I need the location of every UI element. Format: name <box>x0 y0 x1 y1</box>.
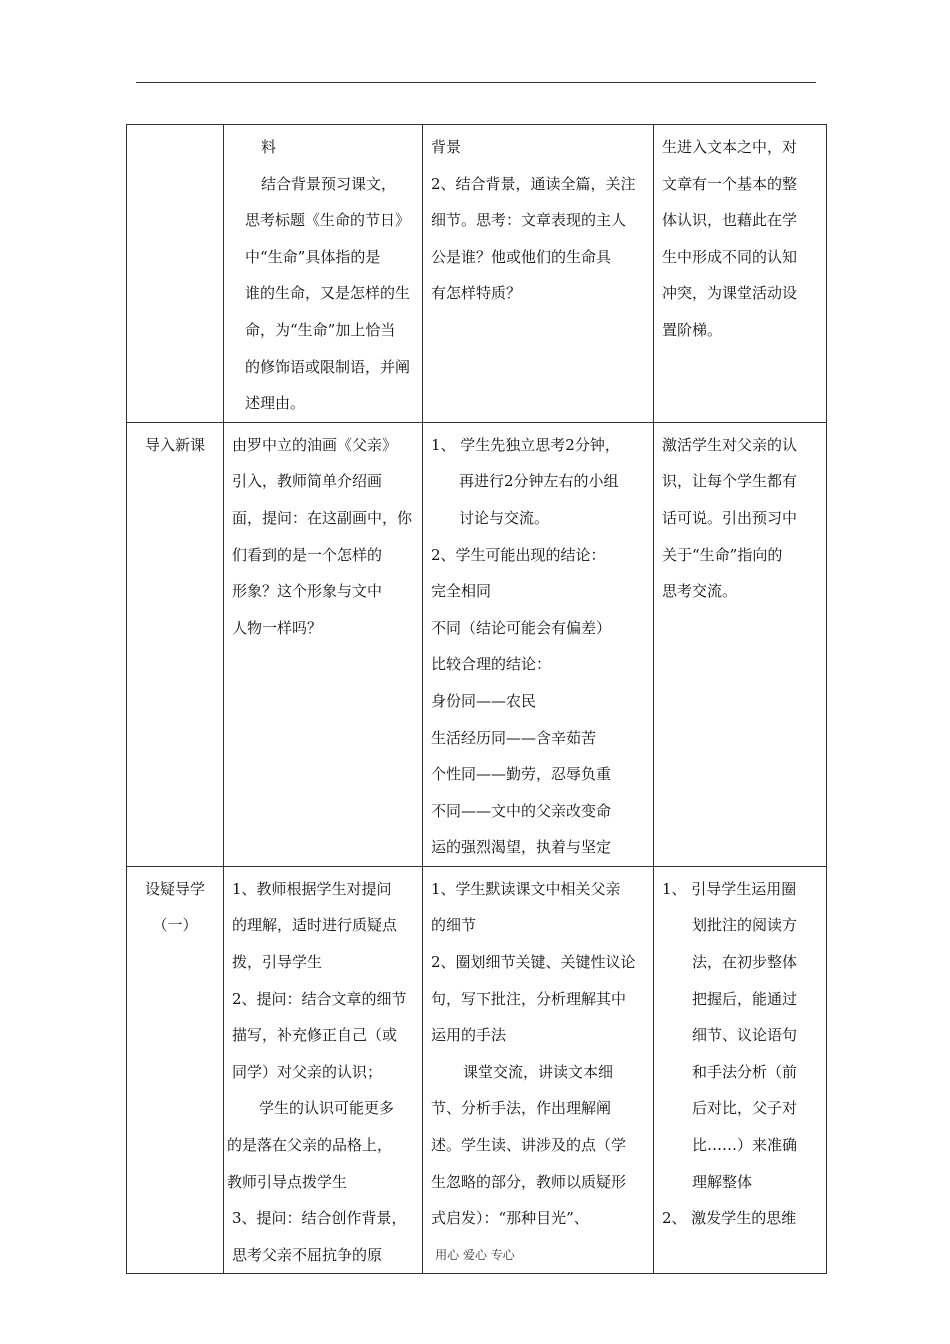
text-line: 料 <box>261 138 277 156</box>
text-line: 形象？这个形象与文中 <box>232 582 383 601</box>
text-line: 划批注的阅读方 <box>692 916 798 935</box>
page-footer: 用心 爱心 专心 <box>435 1248 515 1262</box>
text-line: 思考标题《生命的节日》 <box>245 211 411 230</box>
text-line: 理解整体 <box>692 1172 753 1191</box>
text-line: 公是谁？他或他们的生命具 <box>431 247 612 266</box>
design-intent-cell <box>654 125 827 423</box>
text-line: 1、教师根据学生对提问 <box>232 879 392 898</box>
design-intent-cell <box>654 866 827 1274</box>
text-line: 再进行2分钟左右的小组 <box>459 472 619 491</box>
text-line: 人物一样吗？ <box>232 618 323 637</box>
text-line: 生活经历同——含辛茹苦 <box>431 728 597 747</box>
text-line: 后对比，父子对 <box>692 1099 798 1118</box>
text-line: 1、学生默读课文中相关父亲 <box>431 879 621 898</box>
text-line: 个性同——勤劳，忍辱负重 <box>431 765 612 784</box>
text-line: 谁的生命，又是怎样的生 <box>245 284 411 303</box>
text-line: 们看到的是一个怎样的 <box>232 545 383 564</box>
text-line: 述理由。 <box>245 394 306 413</box>
student-activity-cell <box>423 422 654 866</box>
stage-label: 导入新课 <box>144 435 205 454</box>
stage-label: 设疑导学 <box>144 879 205 898</box>
text-line: 细节、议论语句 <box>692 1026 798 1045</box>
text-line: 2、圈划细节关键、关键性议论 <box>431 953 636 972</box>
stage-label: （一） <box>152 916 198 935</box>
text-line: 和手法分析（前 <box>692 1062 798 1081</box>
table-row <box>127 866 827 1274</box>
text-line: 命，为“生命”加上恰当 <box>245 320 396 339</box>
student-activity-cell <box>423 866 654 1274</box>
text-line: 课堂交流，讲读文本细 <box>463 1062 614 1081</box>
text-line: 1、 学生先独立思考2分钟， <box>431 435 620 454</box>
text-line: 句，写下批注，分析理解其中 <box>431 989 627 1008</box>
text-line: 学生的认识可能更多 <box>259 1099 395 1118</box>
text-line: 运用的手法 <box>431 1026 507 1045</box>
text-line: 文章有一个基本的整 <box>662 174 798 193</box>
stage-cell <box>127 422 224 866</box>
teacher-activity-cell <box>224 422 423 866</box>
text-line: 体认识，也藉此在学 <box>662 211 798 230</box>
table-row <box>127 125 827 423</box>
text-line: 拨，引导学生 <box>232 953 323 972</box>
text-line: 同学）对父亲的认识； <box>232 1062 383 1081</box>
text-line: 讨论与交流。 <box>459 508 550 527</box>
text-line: 生中形成不同的认知 <box>662 247 798 266</box>
text-line: 识，让每个学生都有 <box>662 472 798 491</box>
text-line: 结合背景预习课文， <box>261 174 397 193</box>
text-line: 2、提问：结合文章的细节 <box>232 989 407 1008</box>
teacher-activity-cell <box>224 125 423 423</box>
text-line: 的理解，适时进行质疑点 <box>232 916 398 935</box>
text-line: 思考交流。 <box>662 582 738 601</box>
text-line: 的细节 <box>431 916 477 935</box>
text-line: 式启发）：“那种目光”、 <box>431 1209 589 1228</box>
text-line: 思考父亲不屈抗争的原 <box>232 1245 383 1264</box>
text-line: 置阶梯。 <box>662 320 723 339</box>
text-line: 引入，教师简单介绍画 <box>232 472 383 491</box>
text-line: 有怎样特质？ <box>431 284 522 303</box>
text-line: 把握后，能通过 <box>692 989 798 1008</box>
header-rule <box>136 82 816 83</box>
student-activity-cell <box>423 125 654 423</box>
text-line: 比较合理的结论： <box>431 655 552 674</box>
text-line: 2、学生可能出现的结论： <box>431 545 606 564</box>
text-line: 生忽略的部分，教师以质疑形 <box>431 1172 627 1191</box>
text-line: 不同（结论可能会有偏差） <box>431 618 612 637</box>
text-line: 法，在初步整体 <box>692 953 798 972</box>
text-line: 的修饰语或限制语，并阐 <box>245 357 411 376</box>
text-line: 节、分析手法，作出理解阐 <box>431 1099 612 1118</box>
text-line: 2、结合背景，通读全篇，关注 <box>431 174 636 193</box>
stage-cell <box>127 866 224 1274</box>
table-row <box>127 422 827 866</box>
text-line: 生进入文本之中，对 <box>662 138 798 156</box>
text-line: 冲突，为课堂活动设 <box>662 284 798 303</box>
text-line: 教师引导点拨学生 <box>227 1172 348 1191</box>
text-line: 细节。思考：文章表现的主人 <box>431 211 627 230</box>
text-line: 由罗中立的油画《父亲》 <box>232 435 398 454</box>
text-line: 中“生命”具体指的是 <box>245 247 381 266</box>
lesson-plan-table <box>126 124 827 1274</box>
teacher-activity-cell <box>224 866 423 1274</box>
text-line: 关于“生命”指向的 <box>662 545 783 564</box>
text-line: 1、 引导学生运用圈 <box>662 879 797 898</box>
design-intent-cell <box>654 422 827 866</box>
text-line: 话可说。引出预习中 <box>662 508 798 527</box>
text-line: 描写，补充修正自己（或 <box>232 1026 398 1045</box>
text-line: 比……）来准确 <box>692 1136 798 1155</box>
text-line: 述。学生读、讲涉及的点（学 <box>431 1136 627 1155</box>
text-line: 面，提问：在这副画中，你 <box>232 508 413 527</box>
text-line: 身份同——农民 <box>431 691 537 710</box>
text-line: 不同——文中的父亲改变命 <box>431 801 612 820</box>
text-line: 2、 激发学生的思维 <box>662 1209 797 1228</box>
stage-cell <box>127 125 224 423</box>
text-line: 3、提问：结合创作背景， <box>232 1209 407 1228</box>
text-line: 激活学生对父亲的认 <box>662 435 798 454</box>
text-line: 运的强烈渴望，执着与坚定 <box>431 838 612 857</box>
text-line: 背景 <box>431 138 462 156</box>
text-line: 的是落在父亲的品格上， <box>227 1136 393 1155</box>
text-line: 完全相同 <box>431 582 492 601</box>
